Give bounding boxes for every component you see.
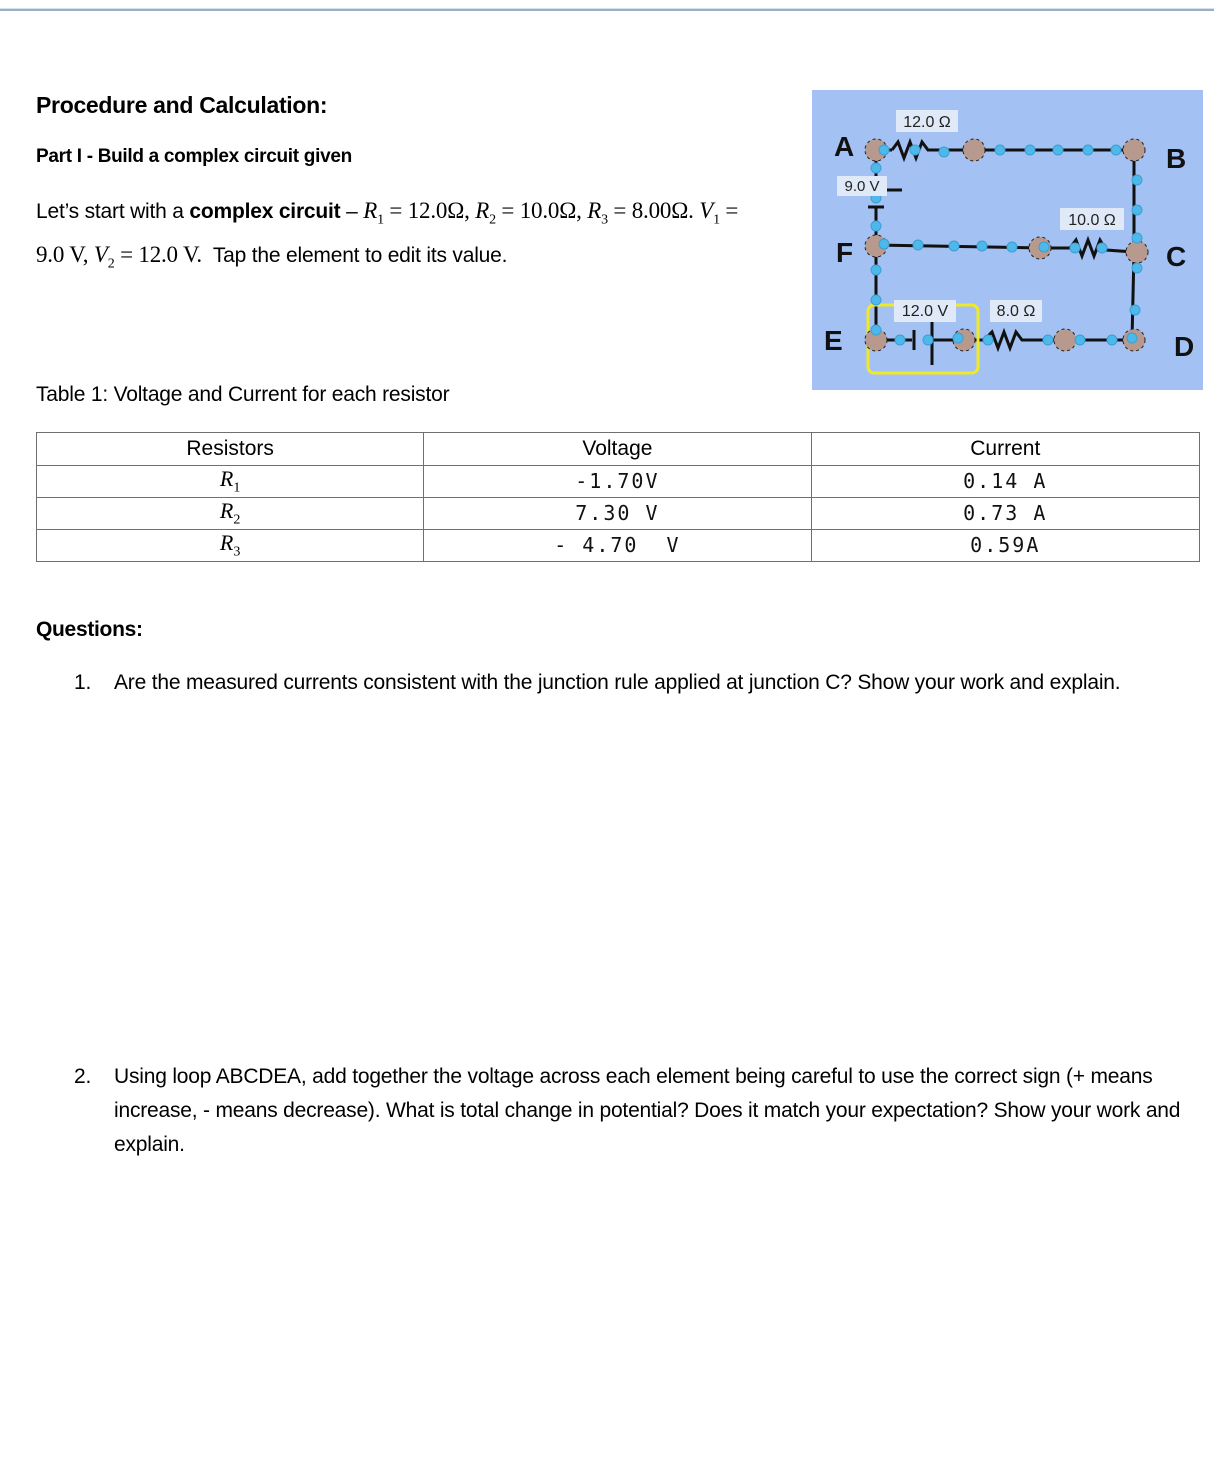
- question-number: 2.: [74, 1065, 92, 1088]
- node-label-d: D: [1174, 331, 1195, 362]
- current-cell[interactable]: 0.73 A: [811, 498, 1199, 530]
- resistor-cell: $R_1$: [37, 466, 424, 498]
- intro-tail: Tap the element to edit its value.: [212, 243, 508, 267]
- question-1: [74, 666, 1204, 700]
- circuit-diagram: [812, 90, 1203, 390]
- resistor-cell: $R_2$: [37, 498, 424, 530]
- battery1-label[interactable]: 9.0 V: [844, 178, 880, 195]
- header-current: Current: [811, 433, 1199, 466]
- node-label-e: E: [824, 325, 843, 356]
- resistor-cell: $R_3$: [37, 530, 424, 562]
- section-title: Procedure and Calculation:: [36, 92, 328, 118]
- header-resistors: Resistors: [37, 433, 424, 466]
- node-label-a: A: [834, 131, 855, 162]
- table-row: [37, 466, 1200, 498]
- question-number: 1.: [74, 671, 92, 694]
- current-cell[interactable]: 0.14 A: [811, 466, 1199, 498]
- r2-label[interactable]: 10.0 Ω: [1068, 212, 1116, 229]
- r1-equation: $R_1 = 12.0\Omega$, $R_2 = 10.0\Omega$, $R_3 = 8.00\Omega$. $V_1 = 9.0$ V, $V_2 = 12.0$ V.: [36, 198, 739, 272]
- question-2: [74, 1060, 1204, 1162]
- intro-dash: –: [340, 200, 364, 223]
- questions-title: Questions:: [36, 618, 143, 641]
- node-label-c: C: [1166, 241, 1187, 272]
- header-voltage: Voltage: [424, 433, 811, 466]
- node-label-b: B: [1166, 143, 1187, 174]
- page-top-border: [0, 8, 1214, 11]
- r3-label[interactable]: 8.0 Ω: [996, 303, 1036, 320]
- voltage-current-table: [36, 432, 1200, 562]
- question-text: Using loop ABCDEA, add together the voltage across each element being careful to use the correct sign (+ means increase, - means decrease). What is total change in potential? Does it match your expectation? Show your work and explain.: [114, 1065, 1181, 1156]
- part-title: Part I - Build a complex circuit given: [36, 146, 352, 167]
- battery2-label[interactable]: 12.0 V: [901, 303, 949, 320]
- current-cell[interactable]: 0.59A: [811, 530, 1199, 562]
- table-header-row: [37, 433, 1200, 466]
- intro-paragraph: [36, 194, 756, 281]
- node-label-f: F: [836, 237, 854, 268]
- voltage-cell[interactable]: -1.70V: [424, 466, 811, 498]
- question-text: Are the measured currents consistent with the junction rule applied at junction C? Show your work and explain.: [114, 671, 1121, 694]
- table-caption: Table 1: Voltage and Current for each resistor: [36, 383, 450, 406]
- intro-lead: Let’s start with a: [36, 200, 190, 223]
- table-row: [37, 530, 1200, 562]
- r1-label[interactable]: 12.0 Ω: [903, 114, 951, 131]
- intro-bold: complex circuit: [189, 200, 341, 223]
- voltage-cell[interactable]: - 4.70 V: [424, 530, 811, 562]
- table-row: [37, 498, 1200, 530]
- voltage-cell[interactable]: 7.30 V: [424, 498, 811, 530]
